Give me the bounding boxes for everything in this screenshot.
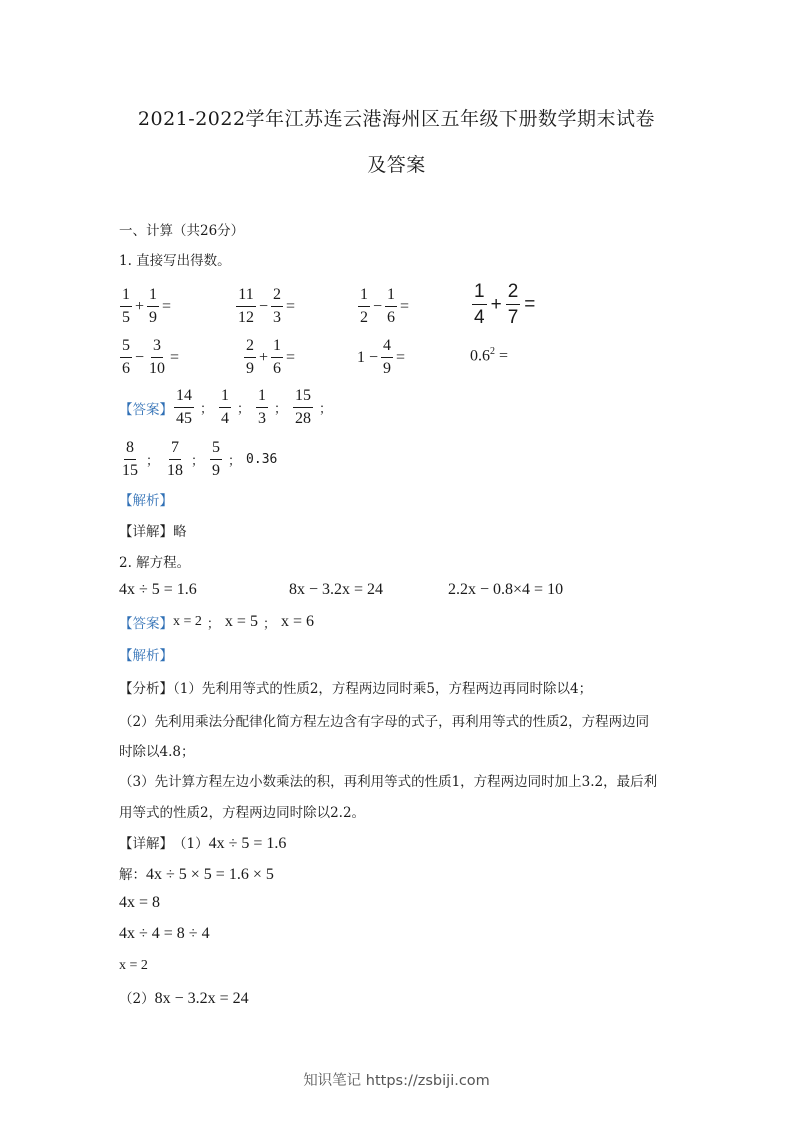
problem-5: $\frac{5}{6}$ − $\frac{3}{10}$ =: [122, 337, 180, 377]
answer-1-4: $\frac{15}{28}$: [295, 387, 312, 427]
fenxi-line-1: 【分析】（1）先利用等式的性质2，方程两边同时乘5，方程两边再同时除以4；: [119, 681, 593, 697]
detail-2-header: 【详解】 （1） 4x ÷ 5 = 1.6: [119, 835, 287, 852]
question-1-prompt: 1. 直接写出得数。: [119, 253, 231, 269]
answers-q2: 【答案】 x = 2 ； x = 5 ； x = 6: [119, 613, 314, 632]
answers-q1-row1: 【答案】 $\frac{14}{45}$ ； $\frac{1}{4}$ ； $\frac{1}{3}$ ； $\frac{15}{28}$ ；: [119, 387, 333, 427]
answer-1-1: $\frac{14}{45}$: [176, 387, 192, 427]
detail-1: 【详解】略: [119, 524, 187, 540]
solve-step-2: 4x = 8: [119, 894, 161, 911]
answer-1-2: $\frac{1}{4}$: [221, 387, 230, 427]
answer-tag: 【答案】: [119, 401, 173, 418]
answer-1-7: $\frac{5}{9}$: [212, 439, 221, 479]
footer-watermark: 知识笔记 https://zsbiji.com: [303, 1073, 490, 1089]
answers-q1-row2: $\frac{8}{15}$ ； $\frac{7}{18}$ ； $\frac{5}{9}$ ； 0.36: [122, 439, 278, 479]
answer-1-6: $\frac{7}{18}$: [167, 439, 184, 479]
problem-7: 1 − $\frac{4}{9}$ =: [357, 337, 406, 377]
problem-3: $\frac{1}{2}$ − $\frac{1}{6}$ =: [360, 286, 410, 326]
page-title-line2: 及答案: [367, 154, 426, 176]
section-heading: 一、计算（共26分）: [119, 223, 245, 239]
answer-1-8: 0.36: [246, 452, 278, 467]
analysis-tag-1: 【解析】: [119, 493, 173, 509]
answer-1-5: $\frac{8}{15}$: [122, 439, 138, 479]
analysis-tag-2: 【解析】: [119, 648, 173, 664]
solve-step-1: 解： 4x ÷ 5 × 5 = 1.6 × 5: [119, 866, 274, 883]
fenxi-line-5: 用等式的性质2，方程两边同时除以2.2。: [119, 805, 366, 821]
equation-2: 8x − 3.2x = 24: [289, 581, 384, 598]
equation-1: 4x ÷ 5 = 1.6: [119, 581, 197, 598]
part-2-header: （2） 8x − 3.2x = 24: [119, 990, 249, 1007]
problem-4: $\frac{1}{4}$ + $\frac{2}{7}$ =: [474, 281, 536, 328]
problem-6: $\frac{2}{9}$ + $\frac{1}{6}$ =: [246, 337, 296, 377]
problem-2: $\frac{11}{12}$ − $\frac{2}{3}$ =: [238, 286, 296, 326]
solve-step-4: x = 2: [119, 958, 148, 973]
fenxi-line-2: （2）先利用乘法分配律化简方程左边含有字母的式子，再利用等式的性质2，方程两边同: [119, 714, 650, 730]
equation-3: 2.2x − 0.8×4 = 10: [448, 581, 564, 598]
answer-1-3: $\frac{1}{3}$: [258, 387, 267, 427]
page-title: 2021-2022学年江苏连云港海州区五年级下册数学期末试卷: [137, 108, 656, 130]
question-2-prompt: 2. 解方程。: [119, 555, 191, 571]
fenxi-line-4: （3）先计算方程左边小数乘法的积，再利用等式的性质1，方程两边同时加上3.2，最后利: [119, 774, 658, 790]
fenxi-line-3: 时除以4.8；: [119, 744, 195, 760]
problem-1: $\frac{1}{5}$ + $\frac{1}{9}$ =: [122, 286, 172, 326]
problem-8: $0.6^2$ =: [470, 346, 509, 365]
solve-step-3: 4x ÷ 4 = 8 ÷ 4: [119, 925, 210, 942]
